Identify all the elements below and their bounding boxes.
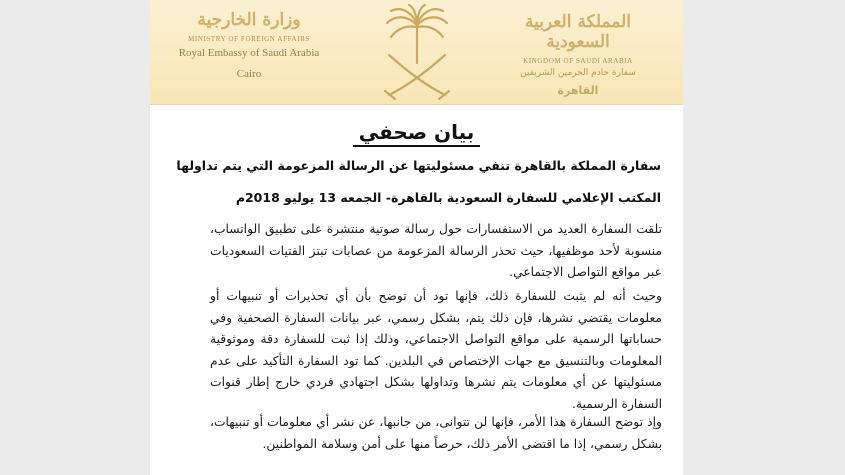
press-release-title (150, 120, 683, 144)
kingdom-name-english: KINGDOM OF SAUDI ARABIA (523, 57, 633, 65)
kingdom-name-arabic: المملكة العربية السعودية (524, 12, 632, 52)
ministry-name-english: MINISTRY OF FOREIGN AFFAIRS (188, 35, 310, 43)
document-page (150, 0, 683, 475)
ministry-name-arabic: وزارة الخارجية (197, 10, 301, 30)
embassy-city-english: Cairo (236, 68, 262, 80)
embassy-name-english: Royal Embassy of Saudi Arabia (178, 47, 320, 59)
ministry-block (174, 10, 324, 80)
paragraph-1: تلقت السفارة العديد من الاستفسارات حول رسالة صوتية منتشرة على تطبيق الواتساب، منسوبة لأحد موظفيها، حيث تحذر الرسالة المزعومة من عصابات تبتز الفتيات السعوديات عبر مواقع التواصل الاجتماعي. (210, 222, 662, 279)
embassy-city-arabic: القاهرة (557, 84, 599, 97)
title-text: بيان صحفي (353, 120, 481, 147)
paragraph-3: وإذ توضح السفارة هذا الأمر، فإنها لن تتوانى، من جانبها، عن نشر أي معلومات أو تنبيهات، بشكل رسمي، إذا ما اقتضى الأمر ذلك، حرصاً منها على أمن وسلامة المواطنين. (210, 415, 662, 451)
paragraph-2: وحيث أنه لم يثبت للسفارة ذلك، فإنها تود أن توضح بأن أي تحذيرات أو تنبيهات أو معلومات يقتضي نشرها، فإن ذلك يتم، بشكل رسمي، عبر بيانات السفارة الصحفية وفي حساباتها الرسمية على مواقع التواصل الاجتماعي، وذلك إذا ثبت للسفارة دقة وموثوقية المعلومات وبالتنسيق مع جهات الإختصاص في البلدين. كما تود السفارة التأكيد على عدم مسئوليتها عن أي معلومات يتم نشرها وتداولها بشكل اجتهادي فردي خارج إطار قنوات السفارة الرسمية. (210, 289, 662, 411)
letterhead (150, 0, 683, 105)
embassy-name-arabic: سفارة خادم الحرمين الشريفين (520, 68, 636, 78)
press-release-subtitle: سفارة المملكة بالقاهرة تنفي مسئوليتها عن الرسالة المزعومة التي يتم تداولها (176, 158, 661, 173)
kingdom-block (493, 12, 663, 97)
press-release-dateline: المكتب الإعلامي للسفارة السعودية بالقاهرة- الجمعه 13 يوليو 2018م (235, 190, 661, 205)
saudi-emblem-icon (375, 3, 459, 101)
